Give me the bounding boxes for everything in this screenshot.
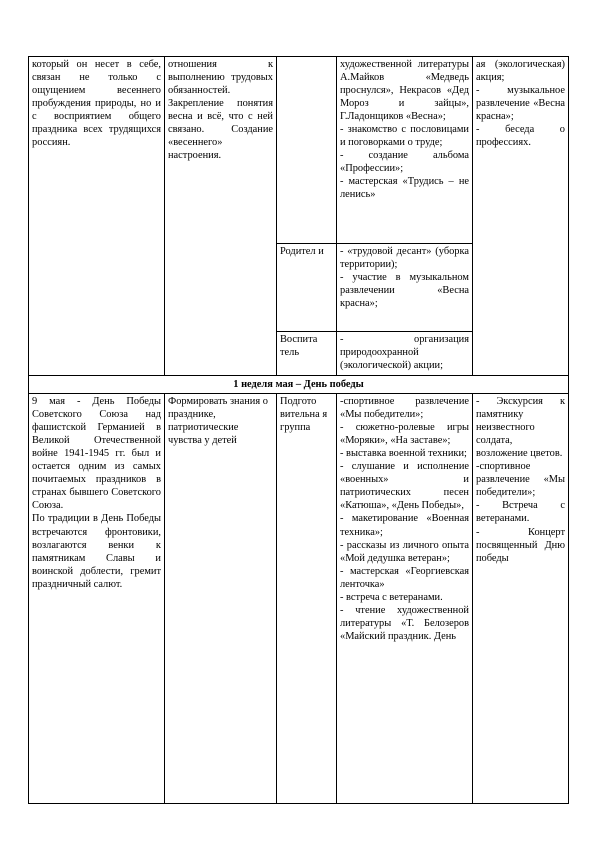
plan-table [28,56,569,804]
cell-paragraph: - Концерт посвященный Дню победы [476,526,565,564]
cell-paragraph: - «трудовой десант» (уборка территории); [340,246,469,271]
cell-participants: Подгото вительна я группа [277,394,337,804]
cell-paragraph: - сюжетно-ролевые игры «Моряки», «На заставе»; [340,422,469,447]
cell-paragraph: -спортивное развлечение «Мы победители»; [476,461,565,499]
cell-paragraph: 9 мая - День Победы Советского Союза над фашистской Германией в Великой Отечественной войне 1941-1945 гг. был и остается одним из самых почитаемых праздников в странах бывшего Советского Союза. [32,396,161,512]
cell-paragraph: - рассказы из личного опыта «Мой дедушка ветеран»; [340,539,469,564]
cell-paragraph: - мастерская «Трудись – не ленись» [340,176,469,201]
cell-paragraph: - выставка военной техники; [340,448,467,460]
cell-paragraph: - встреча с ветеранами. [340,591,443,603]
cell-paragraph: - участие в музыкальном развлечении «Весна красна»; [340,272,469,310]
cell-paragraph: ая (экологическая) акция; [476,59,565,84]
cell-paragraph: художественной литературы А.Майков «Медведь проснулся», Некрасов «Дед Мороз и зайцы», Г.Ладонщиков «Весна»; [340,59,469,123]
cell-participants [277,57,337,244]
table-row [29,57,569,244]
cell-paragraph: - чтение художественной литературы «Т. Белозеров «Майский праздник. День [340,604,469,642]
cell-paragraph: - слушание и исполнение «военных» и патриотических песен «Катюша», «День Победы», [340,461,469,512]
cell-final-events [473,57,569,376]
cell-description [29,394,165,804]
cell-paragraph: По традиции в День Победы встречаются фронтовики, возлагаются венки к памятникам Славы и воинской доблести, гремит праздничный салют. [32,513,161,590]
cell-paragraph: отношения к выполнению трудовых обязанностей. Закрепление понятия весна и всё, что с ней связано. Создание «весеннего» настроения. [168,59,273,162]
cell-activities [337,244,473,332]
cell-activities [337,394,473,804]
cell-paragraph: - Экскурсия к памятнику неизвестного солдата, возложение цветов. [476,396,565,460]
cell-paragraph: который он несет в себе, связан не только с ощущением весеннего пробуждения природы, но и с восприятием общего праздника всех трудящихся россиян. [32,59,161,149]
cell-paragraph: Формировать знания о празднике, патриотические чувства у детей [168,396,268,447]
cell-paragraph: - создание альбома «Профессии»; [340,150,469,175]
cell-final-events [473,394,569,804]
cell-paragraph: - беседа о профессиях. [476,124,565,149]
cell-paragraph: - организация природоохранной (экологической) акции; [340,334,469,372]
cell-paragraph: -спортивное развлечение «Мы победители»; [340,396,469,421]
cell-participants: Воспита тель [277,332,337,376]
cell-description [29,57,165,376]
cell-paragraph: - мастерская «Георгиевская ленточка» [340,565,469,590]
section-row [29,376,569,394]
section-title: 1 неделя мая – День победы [29,376,569,394]
cell-activities [337,57,473,244]
cell-paragraph: - Встреча с ветеранами. [476,500,565,525]
cell-paragraph: - музыкальное развлечение «Весна красна»; [476,85,565,123]
cell-tasks [165,394,277,804]
cell-activities [337,332,473,376]
cell-paragraph: - макетирование «Военная техника»; [340,513,469,538]
table-row [29,394,569,804]
cell-paragraph: - знакомство с пословицами и поговорками о труде; [340,124,469,149]
cell-tasks [165,57,277,376]
cell-participants: Родител и [277,244,337,332]
